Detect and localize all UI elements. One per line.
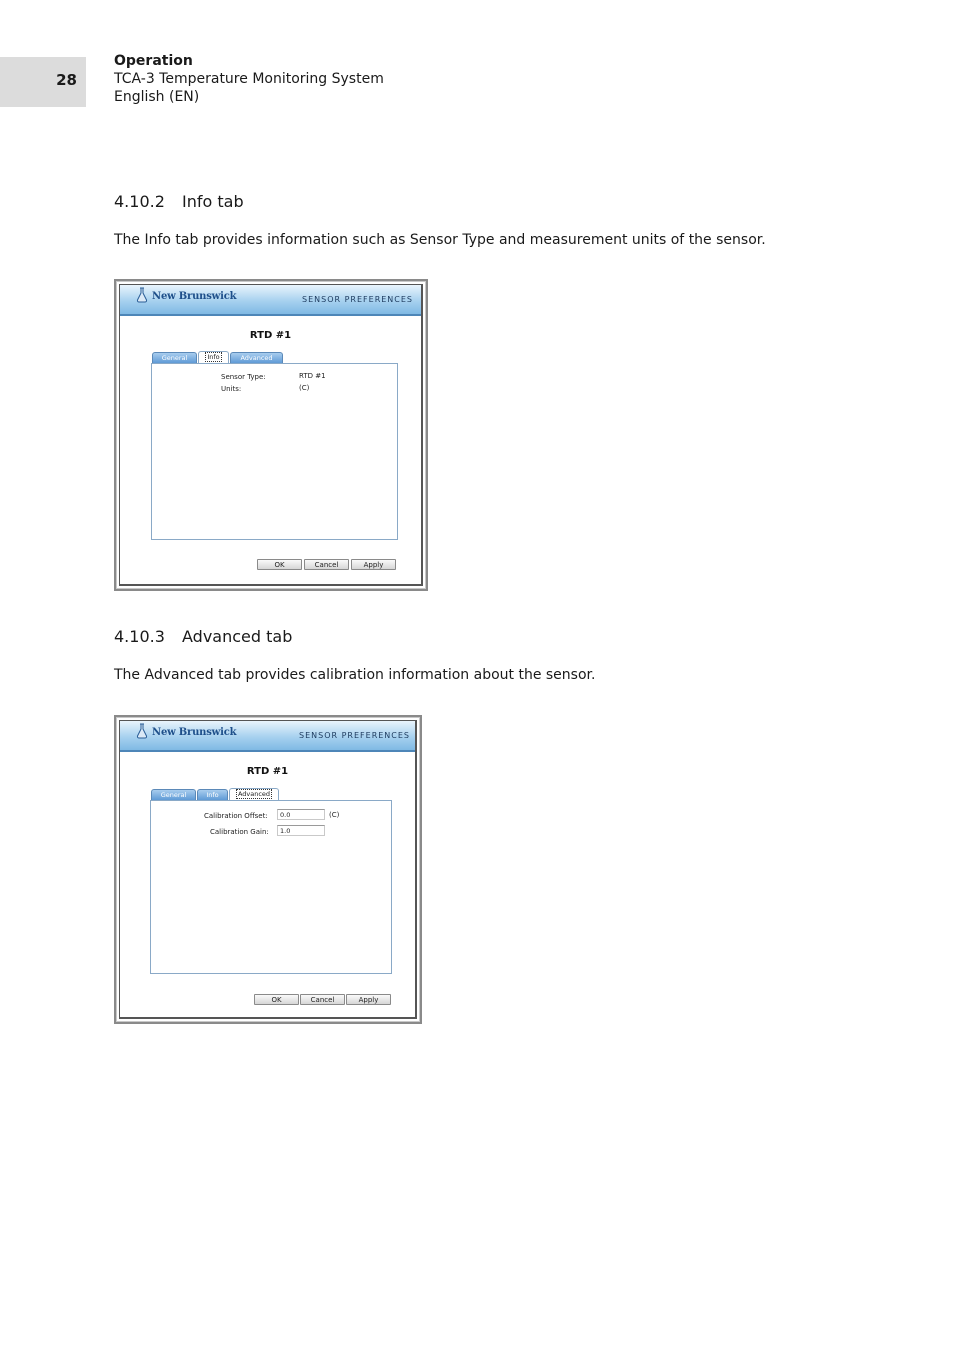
section-number: 4.10.2 [114, 192, 165, 211]
section-title: Advanced tab [182, 627, 293, 646]
calibration-gain-label: Calibration Gain: [210, 828, 269, 836]
sensor-type-label: Sensor Type: [221, 373, 266, 381]
calibration-offset-label: Calibration Offset: [204, 812, 268, 820]
units-label: Units: [221, 385, 242, 393]
cancel-button[interactable]: Cancel [300, 994, 345, 1005]
dialog-frame [119, 284, 423, 586]
tab-info[interactable]: Info [197, 789, 228, 800]
header-product: TCA-3 Temperature Monitoring System [114, 71, 384, 87]
apply-button[interactable]: Apply [346, 994, 391, 1005]
tab-advanced[interactable]: Advanced [230, 352, 283, 363]
tab-info[interactable] [198, 351, 229, 363]
apply-button[interactable]: Apply [351, 559, 396, 570]
header-section: Operation [114, 53, 193, 69]
ok-button[interactable]: OK [254, 994, 299, 1005]
tab-general[interactable]: General [152, 352, 197, 363]
calibration-offset-unit: (C) [329, 811, 340, 819]
brand-name: New Brunswick [152, 727, 237, 738]
units-value: (C) [299, 384, 310, 392]
advanced-panel [150, 800, 392, 974]
tab-info-label: Info [207, 353, 220, 361]
dialog-titlebar [120, 285, 421, 316]
sensor-preferences-dialog-advanced [114, 715, 422, 1024]
flask-icon [136, 723, 148, 739]
tab-advanced[interactable] [229, 788, 279, 800]
brand-name: New Brunswick [152, 291, 237, 302]
dialog-heading: RTD #1 [249, 330, 292, 341]
section-heading-advanced [114, 627, 292, 646]
calibration-gain-input[interactable]: 1.0 [277, 825, 325, 836]
dialog-titlebar [120, 721, 415, 752]
calibration-offset-input[interactable]: 0.0 [277, 809, 325, 820]
sensor-preferences-dialog-info [114, 279, 428, 591]
page-number-box [0, 57, 86, 107]
tab-general[interactable]: General [151, 789, 196, 800]
dialog-title: SENSOR PREFERENCES [302, 295, 414, 304]
dialog-title: SENSOR PREFERENCES [299, 731, 411, 740]
section-heading-info [114, 192, 244, 211]
tab-advanced-label: Advanced [237, 790, 271, 798]
sensor-type-value: RTD #1 [299, 372, 326, 380]
header-language: English (EN) [114, 89, 200, 105]
dialog-heading: RTD #1 [246, 766, 289, 777]
page-number: 28 [56, 71, 77, 89]
cancel-button[interactable]: Cancel [304, 559, 349, 570]
section-title: Info tab [182, 192, 244, 211]
section-body-advanced: The Advanced tab provides calibration information about the sensor. [114, 667, 596, 683]
dialog-frame [119, 720, 417, 1019]
section-number: 4.10.3 [114, 627, 165, 646]
section-body-info: The Info tab provides information such as Sensor Type and measurement units of the sensor. [114, 232, 766, 248]
info-panel [151, 363, 398, 540]
flask-icon [136, 287, 148, 303]
ok-button[interactable]: OK [257, 559, 302, 570]
